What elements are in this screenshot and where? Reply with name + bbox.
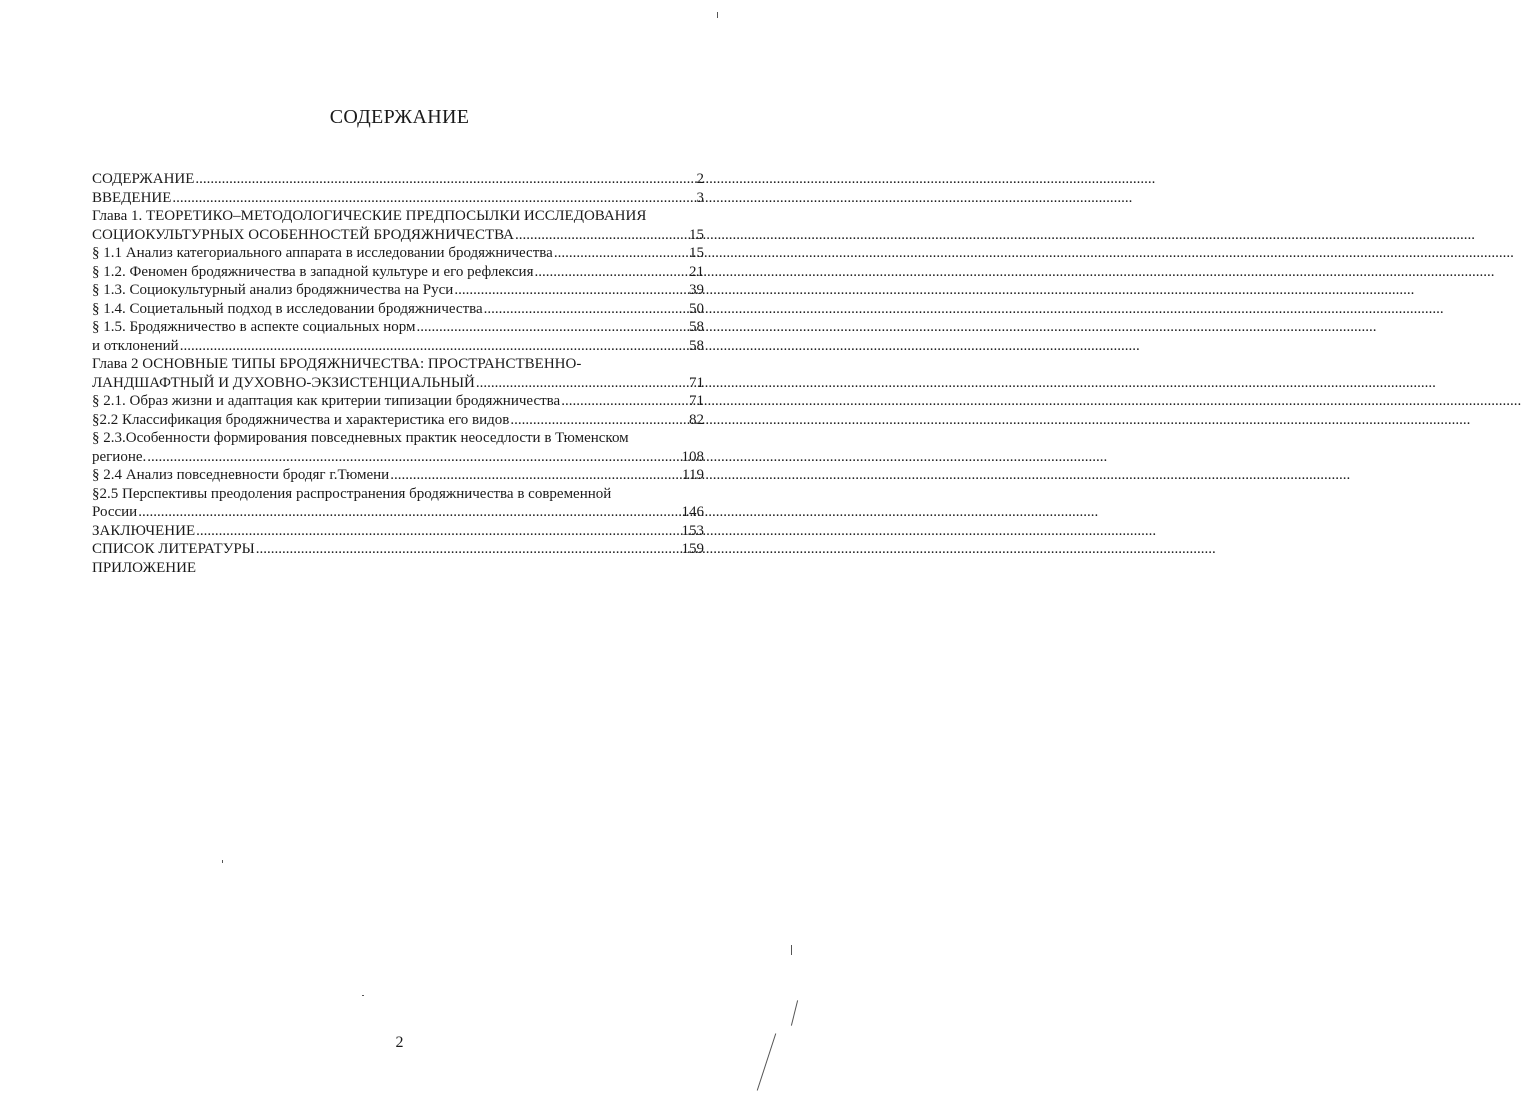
toc-entry-chapter-2-line-2[interactable] [92, 374, 704, 393]
table-of-contents [92, 170, 704, 577]
toc-entry-chapter-1-line-1[interactable] [92, 207, 704, 226]
toc-leader [510, 411, 688, 430]
toc-leader [454, 281, 688, 300]
toc-entry-label: регионе. [92, 448, 147, 465]
toc-leader [417, 318, 688, 337]
toc-entry-section-2-4[interactable] [92, 466, 704, 485]
toc-entry-page: 39 [689, 282, 704, 298]
toc-entry-label: § 1.2. Феномен бродяжничества в западной культуре и его рефлексия [92, 263, 534, 280]
toc-entry-label: ЗАКЛЮЧЕНИЕ [92, 522, 196, 539]
scan-artifact [791, 1000, 798, 1025]
toc-entry-label: Глава 1. ТЕОРЕТИКО–МЕТОДОЛОГИЧЕСКИЕ ПРЕДПОСЫЛКИ ИССЛЕДОВАНИЯ [92, 208, 647, 224]
toc-entry-label: § 1.1 Анализ категориального аппарата в исследовании бродяжничества [92, 245, 553, 261]
toc-entry-label: ЛАНДШАФТНЫЙ И ДУХОВНО-ЭКЗИСТЕНЦИАЛЬНЫЙ [92, 374, 475, 391]
toc-entry-introduction[interactable] [92, 189, 704, 208]
toc-entry-label: СПИСОК ЛИТЕРАТУРЫ [92, 541, 255, 557]
toc-leader [180, 337, 688, 356]
toc-entry-page: 153 [681, 522, 704, 539]
scan-artifact [791, 945, 792, 955]
toc-leader [256, 540, 681, 559]
toc-entry-label: § 1.4. Социетальный подход в исследовании бродяжничества [92, 300, 483, 317]
toc-entry-label: России [92, 504, 138, 520]
toc-entry-chapter-2-line-1[interactable] [92, 355, 704, 374]
toc-entry-section-1-4[interactable] [92, 300, 704, 319]
toc-leader [554, 244, 688, 263]
toc-entry-label: § 2.4 Анализ повседневности бродяг г.Тюмени [92, 467, 390, 483]
toc-leader [147, 448, 680, 467]
toc-leader [196, 522, 680, 541]
toc-entry-label: § 1.5. Бродяжничество в аспекте социальных норм [92, 319, 416, 335]
toc-leader [515, 226, 688, 245]
toc-entry-page: 82 [689, 411, 704, 428]
toc-entry-section-1-3[interactable] [92, 281, 704, 300]
toc-entry-label: § 1.3. Социокультурный анализ бродяжничества на Руси [92, 282, 454, 298]
toc-entry-page: 159 [681, 541, 704, 557]
toc-entry-page: 71 [689, 374, 704, 391]
scan-artifact [362, 995, 364, 996]
toc-leader [476, 374, 688, 393]
page-number: 2 [395, 1034, 404, 1051]
toc-entry-section-2-5-line-1[interactable] [92, 485, 704, 504]
toc-entry-label: ВВЕДЕНИЕ [92, 189, 172, 206]
toc-entry-section-2-3-line-2[interactable] [92, 448, 704, 467]
scan-artifact [222, 860, 223, 863]
toc-leader [561, 392, 688, 411]
toc-entry-conclusion[interactable] [92, 522, 704, 541]
toc-entry-page: 58 [689, 319, 704, 335]
toc-entry-section-1-5[interactable] [92, 318, 704, 337]
toc-leader [390, 466, 681, 485]
toc-entry-page: 15 [689, 245, 704, 261]
toc-leader [138, 503, 680, 522]
toc-entry-label: §2.2 Классификация бродяжничества и характеристика его видов [92, 411, 510, 428]
toc-entry-chapter-1-line-2[interactable] [92, 226, 704, 245]
toc-entry-section-2-5-line-2[interactable] [92, 503, 704, 522]
toc-entry-label: СОЦИОКУЛЬТУРНЫХ ОСОБЕННОСТЕЙ БРОДЯЖНИЧЕСТВА [92, 226, 515, 243]
toc-entry-section-1-2[interactable] [92, 263, 704, 282]
toc-entry-page: 119 [682, 467, 704, 483]
toc-entry-label: §2.5 Перспективы преодоления распространения бродяжничества в современной [92, 485, 612, 502]
page-title: СОДЕРЖАНИЕ [329, 106, 470, 128]
toc-entry-section-1-1[interactable] [92, 244, 704, 263]
toc-entry-page: 3 [696, 189, 704, 206]
toc-entry-section-2-1[interactable] [92, 392, 704, 411]
toc-entry-page: 21 [689, 263, 704, 280]
scan-artifact [717, 12, 718, 18]
toc-entry-label: и отклонений [92, 337, 179, 354]
toc-leader [534, 263, 688, 282]
toc-entry-page: 146 [681, 504, 704, 520]
toc-entry-page: 2 [696, 171, 704, 187]
toc-entry-page: 50 [689, 300, 704, 317]
toc-entry-page: 108 [681, 448, 704, 465]
toc-entry-bibliography[interactable] [92, 540, 704, 559]
toc-entry-page: 71 [689, 393, 704, 409]
toc-entry-label: ПРИЛОЖЕНИЕ [92, 559, 197, 576]
toc-entry-page: 15 [689, 226, 704, 243]
toc-entry-label: § 2.3.Особенности формирования повседневных практик неоседлости в Тюменском [92, 430, 629, 446]
toc-entry-section-2-2[interactable] [92, 411, 704, 430]
toc-entry-label: § 2.1. Образ жизни и адаптация как критерии типизации бродяжничества [92, 393, 561, 409]
toc-entry-section-2-3-line-1[interactable] [92, 429, 704, 448]
toc-entry-page: 58 [689, 337, 704, 354]
toc-entry-label: СОДЕРЖАНИЕ [92, 171, 195, 187]
toc-entry-appendix[interactable] [92, 559, 704, 578]
toc-leader [195, 170, 695, 189]
toc-entry-section-1-5-cont[interactable] [92, 337, 704, 356]
toc-entry-label: Глава 2 ОСНОВНЫЕ ТИПЫ БРОДЯЖНИЧЕСТВА: ПРОСТРАНСТВЕННО- [92, 356, 582, 372]
toc-leader [172, 189, 695, 208]
toc-entry-contents[interactable] [92, 170, 704, 189]
toc-leader [484, 300, 688, 319]
